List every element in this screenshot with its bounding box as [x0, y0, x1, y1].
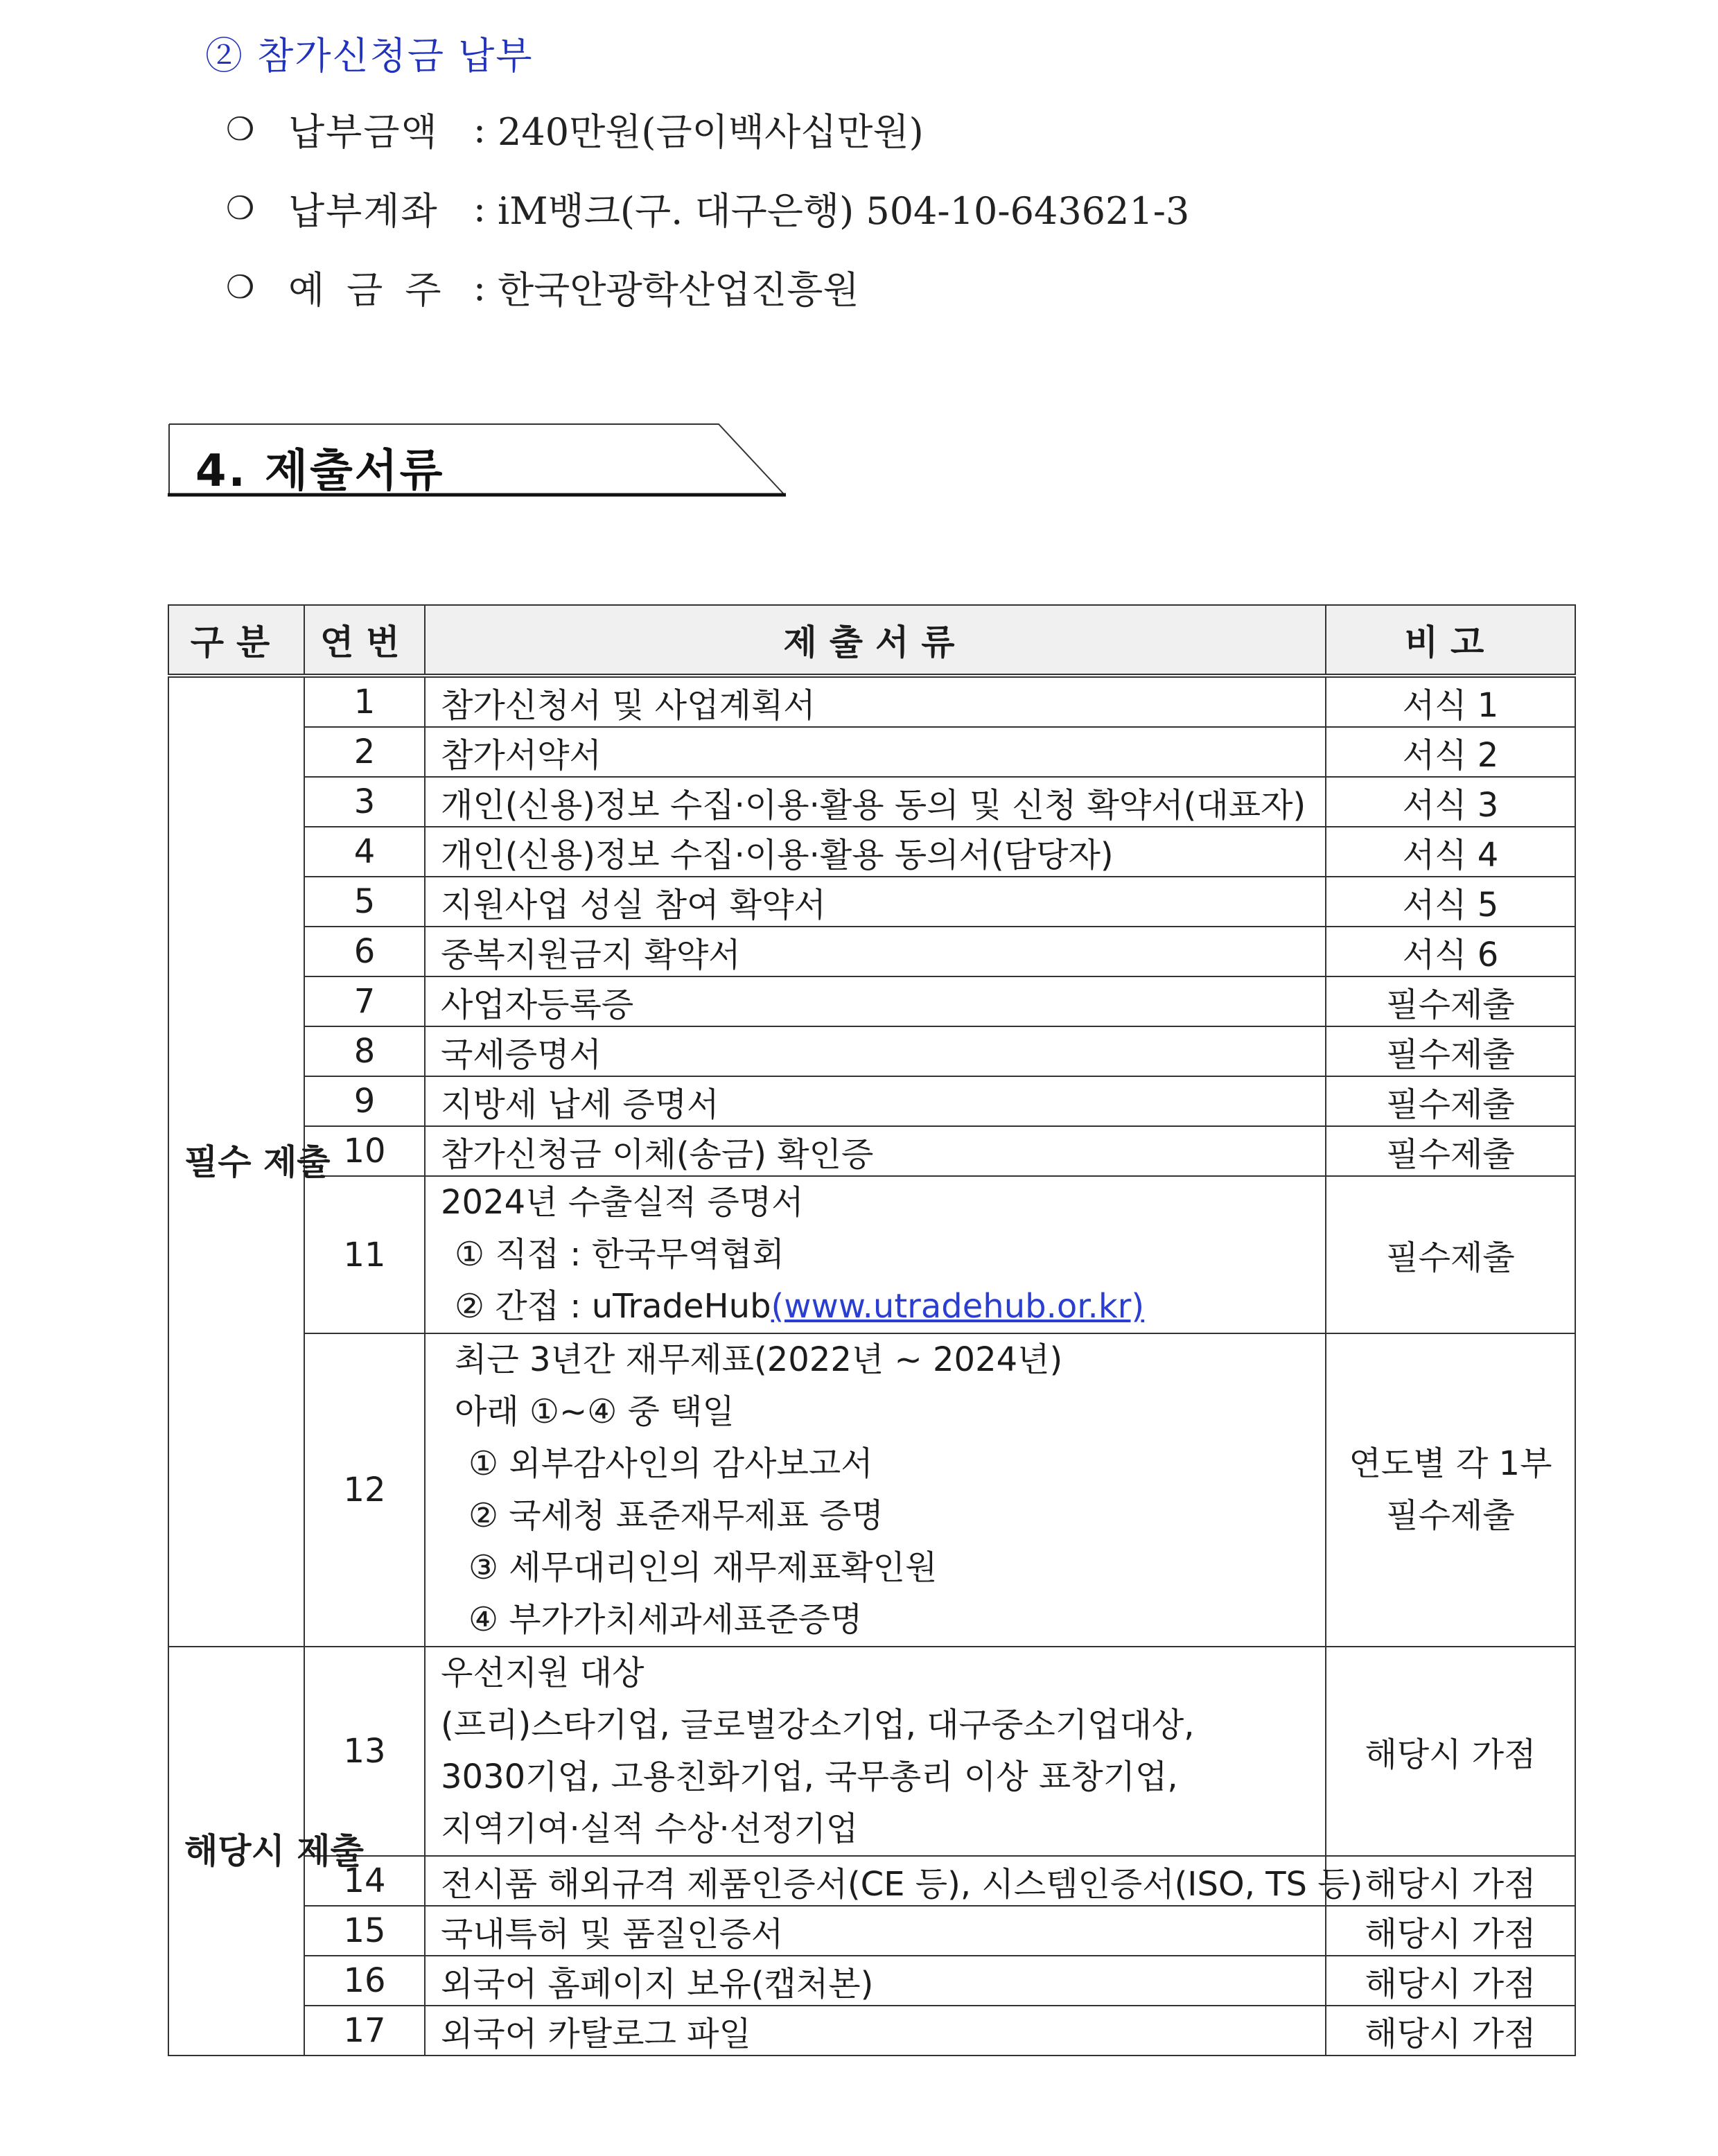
row-number: 11 [304, 1176, 425, 1333]
payment-account-value: iM뱅크(구. 대구은행) 504-10-643621-3 [498, 189, 1190, 233]
row-document: 외국어 홈페이지 보유(캡처본) [425, 1956, 1326, 2006]
header-document: 제출서류 [425, 605, 1326, 676]
section-header [168, 423, 791, 499]
row-number: 10 [304, 1126, 425, 1176]
doc-line: 우선지원 대상 [441, 1654, 645, 1692]
header-number: 연번 [304, 605, 425, 676]
row-document: 지방세 납세 증명서 [425, 1076, 1326, 1126]
colon: : [473, 107, 487, 151]
row-number: 2 [304, 727, 425, 777]
row-note: 서식 2 [1326, 727, 1575, 777]
table-row [168, 1856, 1575, 1906]
payment-account-label: 납부계좌 [288, 189, 439, 233]
row-number: 7 [304, 976, 425, 1026]
row-number: 9 [304, 1076, 425, 1126]
table-row [168, 1076, 1575, 1126]
row-note: 필수제출 [1326, 1026, 1575, 1076]
row-note: 필수제출 [1326, 1176, 1575, 1333]
table-row [168, 1126, 1575, 1176]
doc-subline: ② 국세청 표준재무제표 증명 [468, 1496, 884, 1535]
row-number: 15 [304, 1906, 425, 1956]
doc-subline: ① 직접 : 한국무역협회 [455, 1235, 785, 1274]
row-note: 필수제출 [1326, 1126, 1575, 1176]
doc-line: (프리)스타기업, 글로벌강소기업, 대구중소기업대상, [441, 1706, 1195, 1744]
row-number: 14 [304, 1856, 425, 1906]
doc-subline [441, 1281, 1310, 1333]
table-row [168, 777, 1575, 827]
circle-bullet-icon: ❍ [226, 268, 255, 306]
table-header-row [168, 605, 1575, 676]
row-document: 외국어 카탈로그 파일 [425, 2006, 1326, 2056]
row-note: 해당시 가점 [1326, 1856, 1575, 1906]
payment-account-row [226, 180, 1189, 236]
row-note: 서식 3 [1326, 777, 1575, 827]
row-note: 해당시 가점 [1326, 1906, 1575, 1956]
row-number: 8 [304, 1026, 425, 1076]
row-note: 서식 1 [1326, 676, 1575, 727]
doc-line: 3030기업, 고용친화기업, 국무총리 이상 표창기업, [441, 1758, 1178, 1796]
payment-amount-row [226, 101, 924, 157]
table-row [168, 827, 1575, 877]
group-required: 필수 제출 [168, 676, 304, 1647]
table-row [168, 1026, 1575, 1076]
header-group: 구분 [168, 605, 304, 676]
row-document-multiline [425, 1333, 1326, 1647]
doc-subline: ③ 세무대리인의 재무제표확인원 [468, 1548, 938, 1587]
doc-line: 아래 ①~④ 중 택일 [455, 1392, 735, 1431]
row-number: 3 [304, 777, 425, 827]
doc-line: 2024년 수출실적 증명서 [441, 1183, 804, 1222]
utradehub-link[interactable]: (www.utradehub.or.kr) [771, 1287, 1145, 1326]
row-number: 16 [304, 1956, 425, 2006]
row-number: 5 [304, 877, 425, 927]
table-row [168, 1956, 1575, 2006]
note-line: 연도별 각 1부 [1349, 1444, 1552, 1483]
payment-holder-label: 예금주 [288, 268, 464, 312]
row-document: 국내특허 및 품질인증서 [425, 1906, 1326, 1956]
row-document: 참가서약서 [425, 727, 1326, 777]
header-note: 비고 [1326, 605, 1575, 676]
note-line: 필수제출 [1386, 1496, 1515, 1535]
table-row [168, 2006, 1575, 2056]
doc-subline: ④ 부가가치세과세표준증명 [468, 1600, 863, 1639]
row-document: 중복지원금지 확약서 [425, 927, 1326, 976]
table-row [168, 927, 1575, 976]
row-document: 개인(신용)정보 수집·이용·활용 동의 및 신청 확약서(대표자) [425, 777, 1326, 827]
row-note: 해당시 가점 [1326, 1647, 1575, 1856]
payment-amount-label: 납부금액 [288, 109, 439, 154]
row-note: 서식 6 [1326, 927, 1575, 976]
table-row [168, 1333, 1575, 1647]
section-title: 4. 제출서류 [195, 446, 445, 497]
doc-subline-text: ② 간접 : uTradeHub [455, 1287, 771, 1326]
row-number: 13 [304, 1647, 425, 1856]
table-row [168, 1176, 1575, 1333]
payment-holder-row [226, 259, 859, 315]
table-row [168, 1906, 1575, 1956]
payment-section-title: ② 참가신청금 납부 [205, 34, 534, 78]
colon: : [473, 186, 487, 230]
row-document: 참가신청서 및 사업계획서 [425, 676, 1326, 727]
row-number: 4 [304, 827, 425, 877]
row-document: 참가신청금 이체(송금) 확인증 [425, 1126, 1326, 1176]
group-conditional: 해당시 제출 [168, 1647, 304, 2056]
row-document: 개인(신용)정보 수집·이용·활용 동의서(담당자) [425, 827, 1326, 877]
row-document: 국세증명서 [425, 1026, 1326, 1076]
row-note: 해당시 가점 [1326, 2006, 1575, 2056]
row-document: 지원사업 성실 참여 확약서 [425, 877, 1326, 927]
row-document-multiline [425, 1647, 1326, 1856]
row-note: 필수제출 [1326, 976, 1575, 1026]
doc-line: 최근 3년간 재무제표(2022년 ~ 2024년) [455, 1340, 1063, 1379]
table-row [168, 727, 1575, 777]
row-note: 서식 4 [1326, 827, 1575, 877]
colon: : [473, 265, 487, 309]
row-number: 12 [304, 1333, 425, 1647]
payment-amount-value: 240만원(금이백사십만원) [498, 109, 924, 154]
row-document: 전시품 해외규격 제품인증서(CE 등), 시스템인증서(ISO, TS 등) [425, 1856, 1326, 1906]
row-note: 필수제출 [1326, 1076, 1575, 1126]
row-document: 사업자등록증 [425, 976, 1326, 1026]
payment-holder-value: 한국안광학산업진흥원 [498, 268, 859, 312]
doc-line: 지역기여·실적 수상·선정기업 [441, 1809, 859, 1848]
doc-subline: ① 외부감사인의 감사보고서 [468, 1444, 873, 1483]
row-note-multiline [1326, 1333, 1575, 1647]
table-row [168, 976, 1575, 1026]
row-note: 해당시 가점 [1326, 1956, 1575, 2006]
row-number: 1 [304, 676, 425, 727]
row-number: 6 [304, 927, 425, 976]
table-row [168, 676, 1575, 727]
table-row [168, 1647, 1575, 1856]
row-document-multiline [425, 1176, 1326, 1333]
circle-bullet-icon: ❍ [226, 189, 255, 227]
row-number: 17 [304, 2006, 425, 2056]
row-note: 서식 5 [1326, 877, 1575, 927]
circle-bullet-icon: ❍ [226, 110, 255, 148]
table-row [168, 877, 1575, 927]
submission-documents-table [168, 604, 1576, 2056]
